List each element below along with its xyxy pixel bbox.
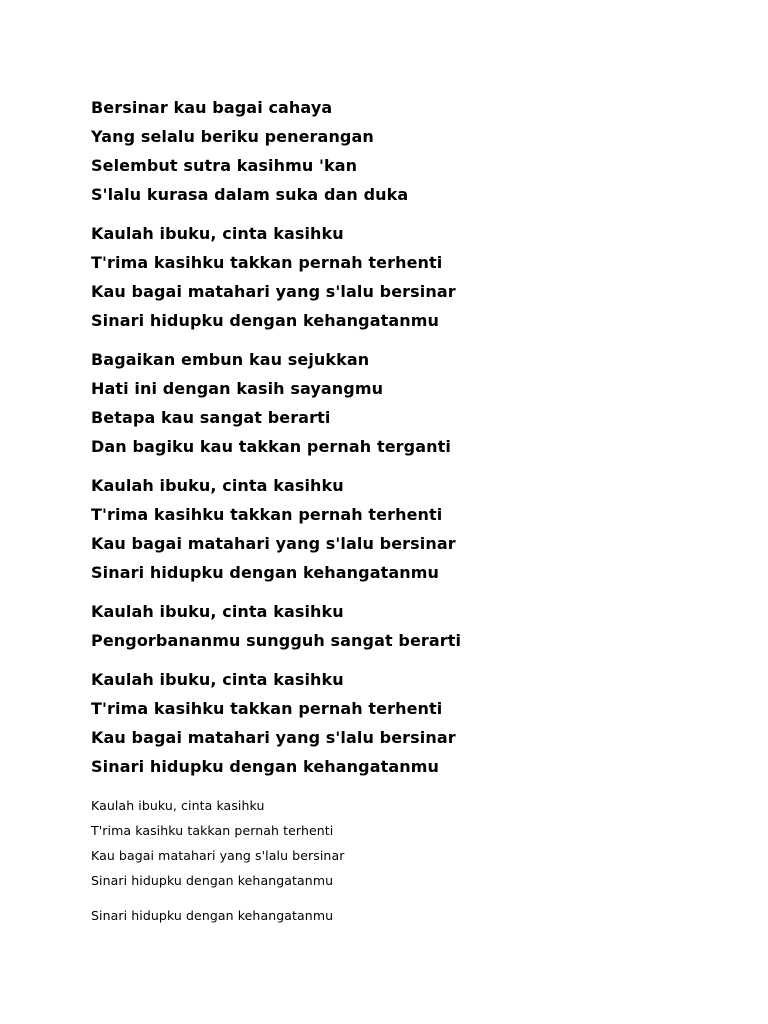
- lyric-line: Kaulah ibuku, cinta kasihku: [91, 670, 344, 689]
- lyric-line: Dan bagiku kau takkan pernah terganti: [91, 437, 451, 456]
- lyric-line: Sinari hidupku dengan kehangatanmu: [91, 873, 334, 888]
- lyric-line: Kaulah ibuku, cinta kasihku: [91, 798, 265, 813]
- lyric-line: T'rima kasihku takkan pernah terhenti: [91, 823, 334, 838]
- stanza-5-bridge: [91, 597, 751, 655]
- stanza-1: [91, 93, 751, 209]
- lyric-line: Sinari hidupku dengan kehangatanmu: [91, 908, 334, 923]
- lyric-line: Kaulah ibuku, cinta kasihku: [91, 602, 344, 621]
- lyric-line: Kaulah ibuku, cinta kasihku: [91, 476, 344, 495]
- lyric-line: Hati ini dengan kasih sayangmu: [91, 379, 384, 398]
- lyric-line: T'rima kasihku takkan pernah terhenti: [91, 505, 443, 524]
- stanza-2-chorus: [91, 219, 751, 335]
- lyric-line: Sinari hidupku dengan kehangatanmu: [91, 563, 440, 582]
- lyric-line: T'rima kasihku takkan pernah terhenti: [91, 699, 443, 718]
- lyric-line: Kau bagai matahari yang s'lalu bersinar: [91, 282, 456, 301]
- stanza-7-chorus-small: [91, 793, 751, 893]
- lyric-line: Betapa kau sangat berarti: [91, 408, 331, 427]
- lyric-line: Bersinar kau bagai cahaya: [91, 98, 333, 117]
- stanza-3: [91, 345, 751, 461]
- lyric-line: Kaulah ibuku, cinta kasihku: [91, 224, 344, 243]
- lyrics-document: [91, 93, 751, 928]
- lyric-line: Bagaikan embun kau sejukkan: [91, 350, 370, 369]
- lyric-line: S'lalu kurasa dalam suka dan duka: [91, 185, 409, 204]
- stanza-4-chorus: [91, 471, 751, 587]
- stanza-8-outro: [91, 903, 751, 928]
- lyric-line: Kau bagai matahari yang s'lalu bersinar: [91, 534, 456, 553]
- lyric-line: Sinari hidupku dengan kehangatanmu: [91, 757, 440, 776]
- lyric-line: Sinari hidupku dengan kehangatanmu: [91, 311, 440, 330]
- lyric-line: Yang selalu beriku penerangan: [91, 127, 374, 146]
- lyric-line: Kau bagai matahari yang s'lalu bersinar: [91, 848, 345, 863]
- lyric-line: Selembut sutra kasihmu 'kan: [91, 156, 358, 175]
- lyric-line: Kau bagai matahari yang s'lalu bersinar: [91, 728, 456, 747]
- lyric-line: T'rima kasihku takkan pernah terhenti: [91, 253, 443, 272]
- stanza-6-chorus: [91, 665, 751, 781]
- lyric-line: Pengorbananmu sungguh sangat berarti: [91, 631, 462, 650]
